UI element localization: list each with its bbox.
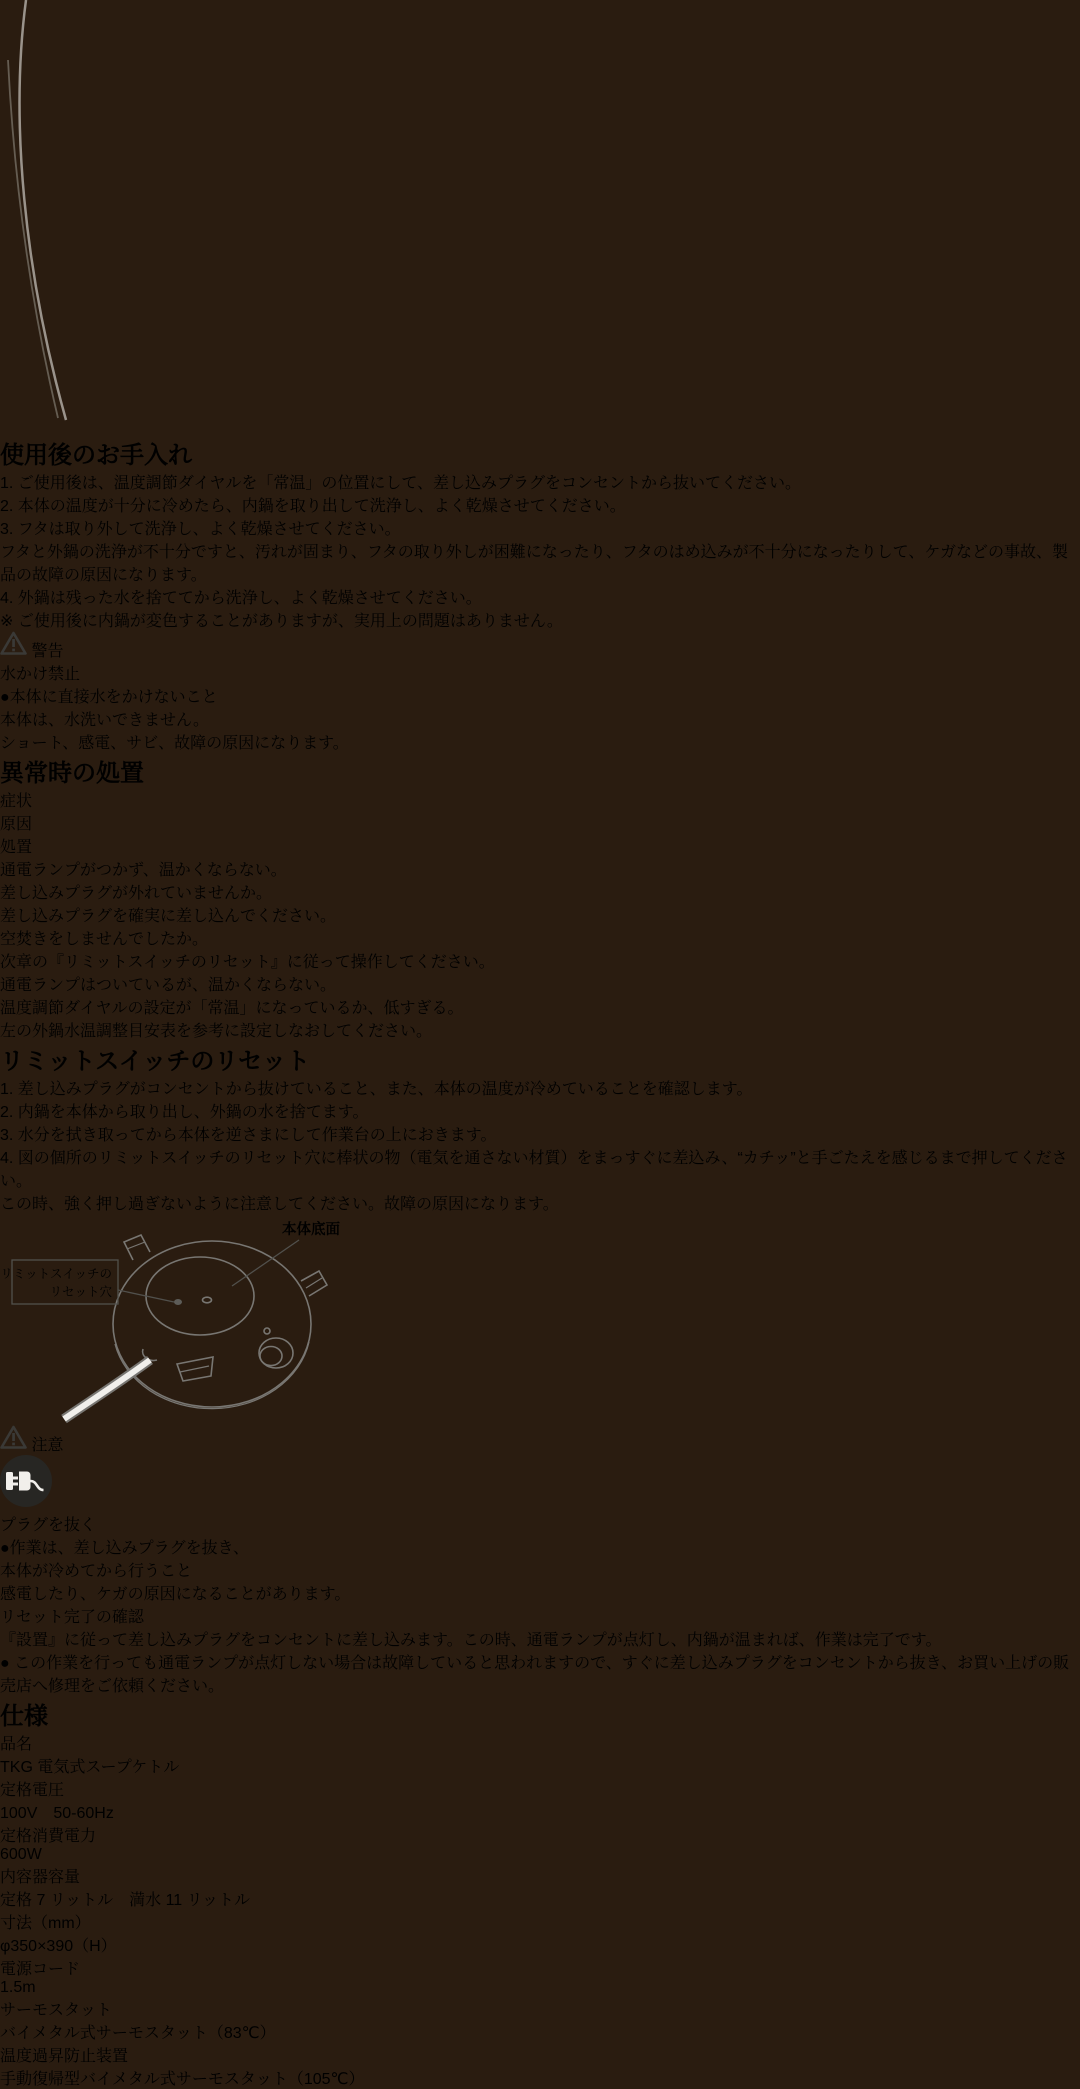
care-item-note: フタと外鍋の洗浄が不十分ですと、汚れが固まり、フタの取り外しが困難になったり、フタのはめ込みが不十分になったりして、ケガなどの事故、製品の故障の原因になります。	[0, 544, 1069, 584]
no-water-label: 水かけ禁止	[0, 666, 81, 683]
spec-value: φ350×390（H）	[0, 1938, 117, 1955]
warning-headline: ●本体に直接水をかけないこと	[0, 689, 218, 706]
reset-note: この時、強く押し過ぎないように注意してください。故障の原因になります。	[0, 1196, 559, 1213]
spec-value: TKG 電気式スープケトル	[0, 1759, 180, 1776]
warning-triangle-icon	[0, 1425, 27, 1450]
care-footnote	[0, 608, 1080, 631]
reset-check-box	[0, 1604, 1080, 1696]
unplug-icon	[0, 1455, 52, 1507]
manual-page	[0, 435, 1080, 2089]
warning-body-line: ショート、感電、サビ、故障の原因になります。	[0, 735, 349, 752]
spec-value: 1.5m	[0, 1979, 36, 1996]
care-item	[0, 516, 1080, 539]
spec-value: 定格 7 リットル 満水 11 リットル	[0, 1892, 251, 1909]
left-column	[0, 435, 1080, 1214]
footnote-mark: ※	[0, 613, 14, 630]
spec-row	[0, 1864, 1080, 1910]
diagram-reset-hole-label-line2: リセット穴	[49, 1285, 112, 1299]
spec-row	[0, 1823, 1080, 1864]
item-number: 4.	[0, 590, 14, 607]
spec-label: 品名	[0, 1736, 33, 1753]
care-item	[0, 493, 1080, 516]
spec-section	[0, 1696, 1080, 2089]
right-column	[0, 1214, 1080, 2089]
reset-step	[0, 1076, 1080, 1099]
table-header-cell: 症状	[0, 793, 33, 810]
spec-row	[0, 1956, 1080, 1997]
warning-body-line: 本体は、水洗いできません。	[0, 712, 209, 729]
trouble-table	[0, 788, 1080, 1041]
care-section	[0, 435, 1080, 631]
spec-label: 定格消費電力	[0, 1828, 97, 1845]
reset-step	[0, 1099, 1080, 1122]
diagram-reset-hole-label-line1: リミットスイッチの	[0, 1267, 112, 1281]
step-number: 2.	[0, 1104, 14, 1121]
item-number: 1.	[0, 475, 14, 492]
bullet-mark: ●	[0, 1655, 10, 1672]
diagram-label-body-bottom: 本体底面	[282, 1222, 340, 1238]
reset-step	[0, 1145, 1080, 1191]
step-text: 差し込みプラグがコンセントから抜けていること、また、本体の温度が冷めていることを確認します。	[17, 1081, 753, 1098]
step-text: 内鍋を本体から取り出し、外鍋の水を捨てます。	[17, 1104, 369, 1121]
spec-label: 温度過昇防止装置	[0, 2048, 129, 2065]
reset-step	[0, 1122, 1080, 1145]
item-number: 2.	[0, 498, 14, 515]
spec-value: 手動復帰型バイメタル式サーモスタット（105℃）	[0, 2071, 365, 2088]
trouble-section	[0, 753, 1080, 1041]
spec-row	[0, 2043, 1080, 2089]
warning-title: 警告	[31, 643, 64, 660]
warning-triangle-icon	[0, 631, 27, 656]
table-header-cell: 原因	[0, 816, 33, 833]
spec-row	[0, 1777, 1080, 1823]
warning-text	[0, 684, 1080, 753]
kettle-diagram	[0, 1214, 1080, 1425]
caution-headline: 本体が冷めてから行うこと	[0, 1563, 193, 1580]
spec-title: 仕様	[0, 1703, 48, 1730]
reset-check-paragraph: 『設置』に従って差し込みプラグをコンセントに差し込みます。この時、通電ランプが点灯し、内鍋が温まれば、作業は完了です。	[0, 1632, 942, 1649]
spec-row	[0, 1997, 1080, 2043]
table-cell: 次章の『リミットスイッチのリセット』に従って操作してください。	[0, 954, 495, 971]
item-number: 3.	[0, 521, 14, 538]
caution-text	[0, 1535, 1080, 1604]
caution-body: 感電したり、ケガの原因になることがあります。	[0, 1586, 351, 1603]
reset-section	[0, 1041, 1080, 1214]
footnote-text: ご使用後に内鍋が変色することがありますが、実用上の問題はありません。	[17, 613, 563, 630]
warning-box-body	[0, 661, 1080, 753]
step-number: 1.	[0, 1081, 14, 1098]
reset-check-bullet-text: この作業を行っても通電ランプが点灯しない場合は故障していると思われますので、すぐに差し込みプラグをコンセントから抜き、お買い上げの販売店へ修理をご依頼ください。	[0, 1655, 1070, 1695]
care-title: 使用後のお手入れ	[0, 442, 192, 469]
care-item	[0, 585, 1080, 608]
caution-box-header	[0, 1425, 1080, 1455]
prohibition-icon-block	[0, 661, 1080, 684]
spec-label: サーモスタット	[0, 2002, 113, 2019]
spec-value: 600W	[0, 1846, 42, 1863]
wire-decoration	[0, 0, 120, 430]
step-number: 3.	[0, 1127, 14, 1144]
reset-check-title: リセット完了の確認	[0, 1609, 144, 1626]
item-text: フタは取り外して洗浄し、よく乾燥させてください。	[17, 521, 401, 538]
warning-box-header	[0, 631, 1080, 661]
table-cell: 空焚きをしませんでしたか。	[0, 931, 209, 948]
caution-title: 注意	[31, 1437, 64, 1454]
table-cell: 通電ランプがつかず、温かくならない。	[0, 862, 287, 879]
step-text: 図の個所のリミットスイッチのリセット穴に棒状の物（電気を通さない材質）をまっすぐに差込み、“カチッ”と手ごたえを感じるまで押してください。	[0, 1150, 1068, 1190]
spec-row	[0, 1910, 1080, 1956]
table-cell: 通電ランプはついているが、温かくならない。	[0, 977, 337, 994]
reset-check-paragraph	[0, 1650, 1080, 1696]
table-cell: 差し込みプラグが外れていませんか。	[0, 885, 273, 902]
kettle-bottom-svg	[0, 1214, 400, 1420]
trouble-title: 異常時の処置	[0, 760, 144, 787]
unplug-icon-block	[0, 1455, 1080, 1535]
table-header-cell: 処置	[0, 839, 33, 856]
item-text: ご使用後は、温度調節ダイヤルを「常温」の位置にして、差し込みプラグをコンセントから抜いてください。	[17, 475, 801, 492]
warning-box	[0, 631, 1080, 753]
step-number: 4.	[0, 1150, 14, 1167]
table-cell: 左の外鍋水温調整目安表を参考に設定しなおしてください。	[0, 1023, 433, 1040]
spec-value: 100V 50-60Hz	[0, 1805, 114, 1822]
spec-value: バイメタル式サーモスタット（83℃）	[0, 2025, 276, 2042]
table-cell: 差し込みプラグを確実に差し込んでください。	[0, 908, 337, 925]
caution-box	[0, 1425, 1080, 1604]
reset-title: リミットスイッチのリセット	[0, 1048, 311, 1075]
care-item	[0, 470, 1080, 493]
step-text: 水分を拭き取ってから本体を逆さまにして作業台の上におきます。	[17, 1127, 497, 1144]
item-text: 本体の温度が十分に冷めたら、内鍋を取り出して洗浄し、よく乾燥させてください。	[17, 498, 626, 515]
spec-label: 電源コード	[0, 1961, 81, 1978]
spec-row	[0, 1731, 1080, 1777]
spec-label: 内容器容量	[0, 1869, 81, 1886]
caution-headline: ●作業は、差し込みプラグを抜き、	[0, 1540, 250, 1557]
item-text: 外鍋は残った水を捨ててから洗浄し、よく乾燥させてください。	[17, 590, 482, 607]
spec-label: 定格電圧	[0, 1782, 65, 1799]
spec-label: 寸法（mm）	[0, 1915, 91, 1932]
reset-check-body	[0, 1627, 1080, 1696]
unplug-label: プラグを抜く	[0, 1517, 97, 1534]
table-cell: 温度調節ダイヤルの設定が「常温」になっているか、低すぎる。	[0, 1000, 464, 1017]
caution-box-body	[0, 1455, 1080, 1604]
